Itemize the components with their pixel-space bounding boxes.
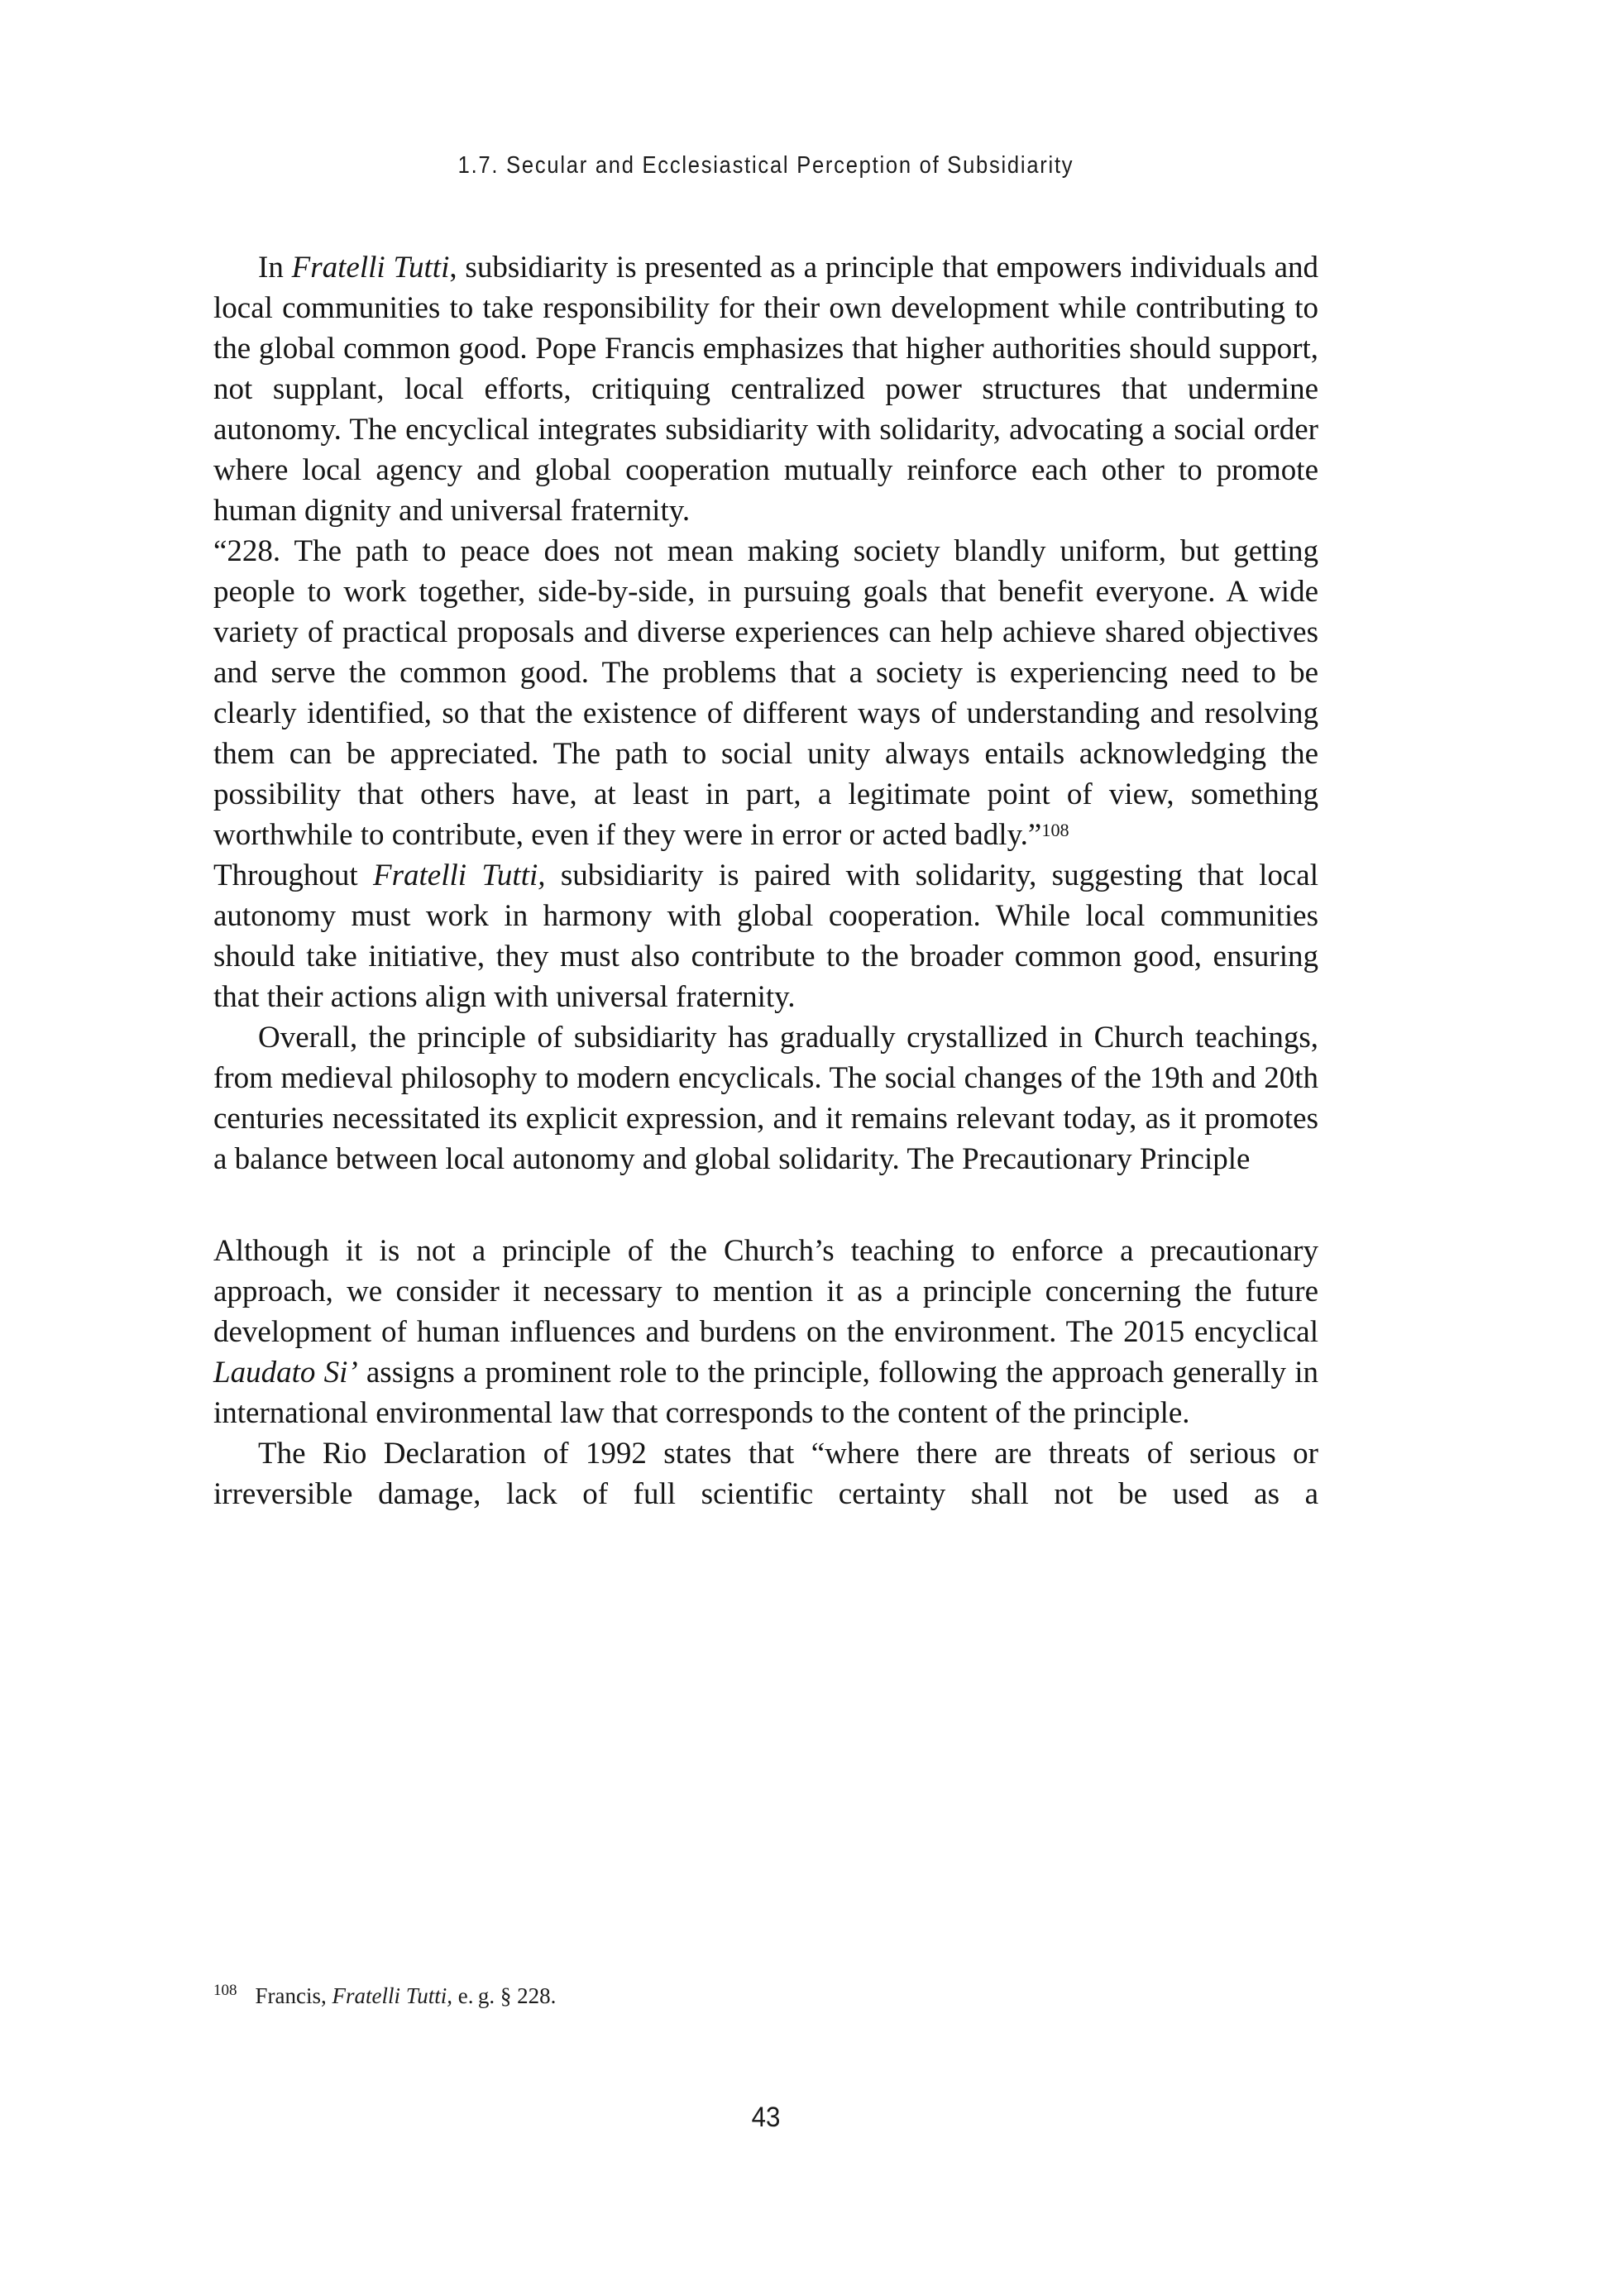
paragraph-throughout: Throughout Fratelli Tutti, subsidiarity is paired with solidarity, suggesting that local autonomy must work in harmony with global cooperation. While local communities should take initiative, they must also contribute to the broader common good, ensuring that their actions align with universal fraternity.	[213, 859, 1318, 1014]
footnote-text: Francis, Fratelli Tutti, e. g. § 228.	[255, 1983, 557, 2008]
footnote	[213, 1982, 1318, 2013]
blockquote-228: “228. The path to peace does not mean making society blandly uniform, but getting people to work together, side-by-side, in pursuing goals that benefit everyone. A wide variety of practical proposals and diverse experiences can help achieve shared objectives and serve the common good. The problems that a society is experiencing need to be clearly identified, so that the existence of different ways of understanding and resolving them can be appreciated. The path to social unity always entails acknowledging the possibility that others have, at least in part, a legitimate point of view, something worthwhile to contribute, even if they were in error or acted badly.”$^{108}$	[213, 534, 1318, 852]
footnote-marker: 108	[213, 1981, 237, 1999]
paragraph-rio: The Rio Declaration of 1992 states that “where there are threats of serious or irreversible damage, lack of full scientific certainty shall not be used as a	[213, 1437, 1318, 1511]
paragraph-fratelli-intro: In Fratelli Tutti, subsidiarity is presented as a principle that empowers individuals and local communities to take responsibility for their own development while contributing to the global common good. Pope Francis emphasizes that higher authorities should support, not supplant, local efforts, critiquing centralized power structures that undermine autonomy. The encyclical integrates subsidiarity with solidarity, advocating a social order where local agency and global cooperation mutually reinforce each other to promote human dignity and universal fraternity.	[213, 251, 1319, 528]
paragraph-overall: Overall, the principle of subsidiarity has gradually crystallized in Church teachings, from medieval philosophy to modern encyclicals. The social changes of the 19th and 20th centuries necessitated its explicit expression, and it remains relevant today, as it promotes a balance between local autonomy and global solidarity. The Precautionary Principle	[213, 1021, 1318, 1176]
running-head: 1.7. Secular and Ecclesiastical Perception of Subsidiarity	[457, 152, 1074, 179]
page-number: 43	[751, 2102, 781, 2133]
text-column	[213, 247, 1318, 1514]
paragraph-although: Although it is not a principle of the Church’s teaching to enforce a precautionary approach, we consider it necessary to mention it as a principle concerning the future development of human influences and burdens on the environment. The 2015 encyclical Laudato Si’ assigns a prominent role to the principle, following the approach generally in international environmental law that corresponds to the content of the principle.	[213, 1234, 1318, 1430]
